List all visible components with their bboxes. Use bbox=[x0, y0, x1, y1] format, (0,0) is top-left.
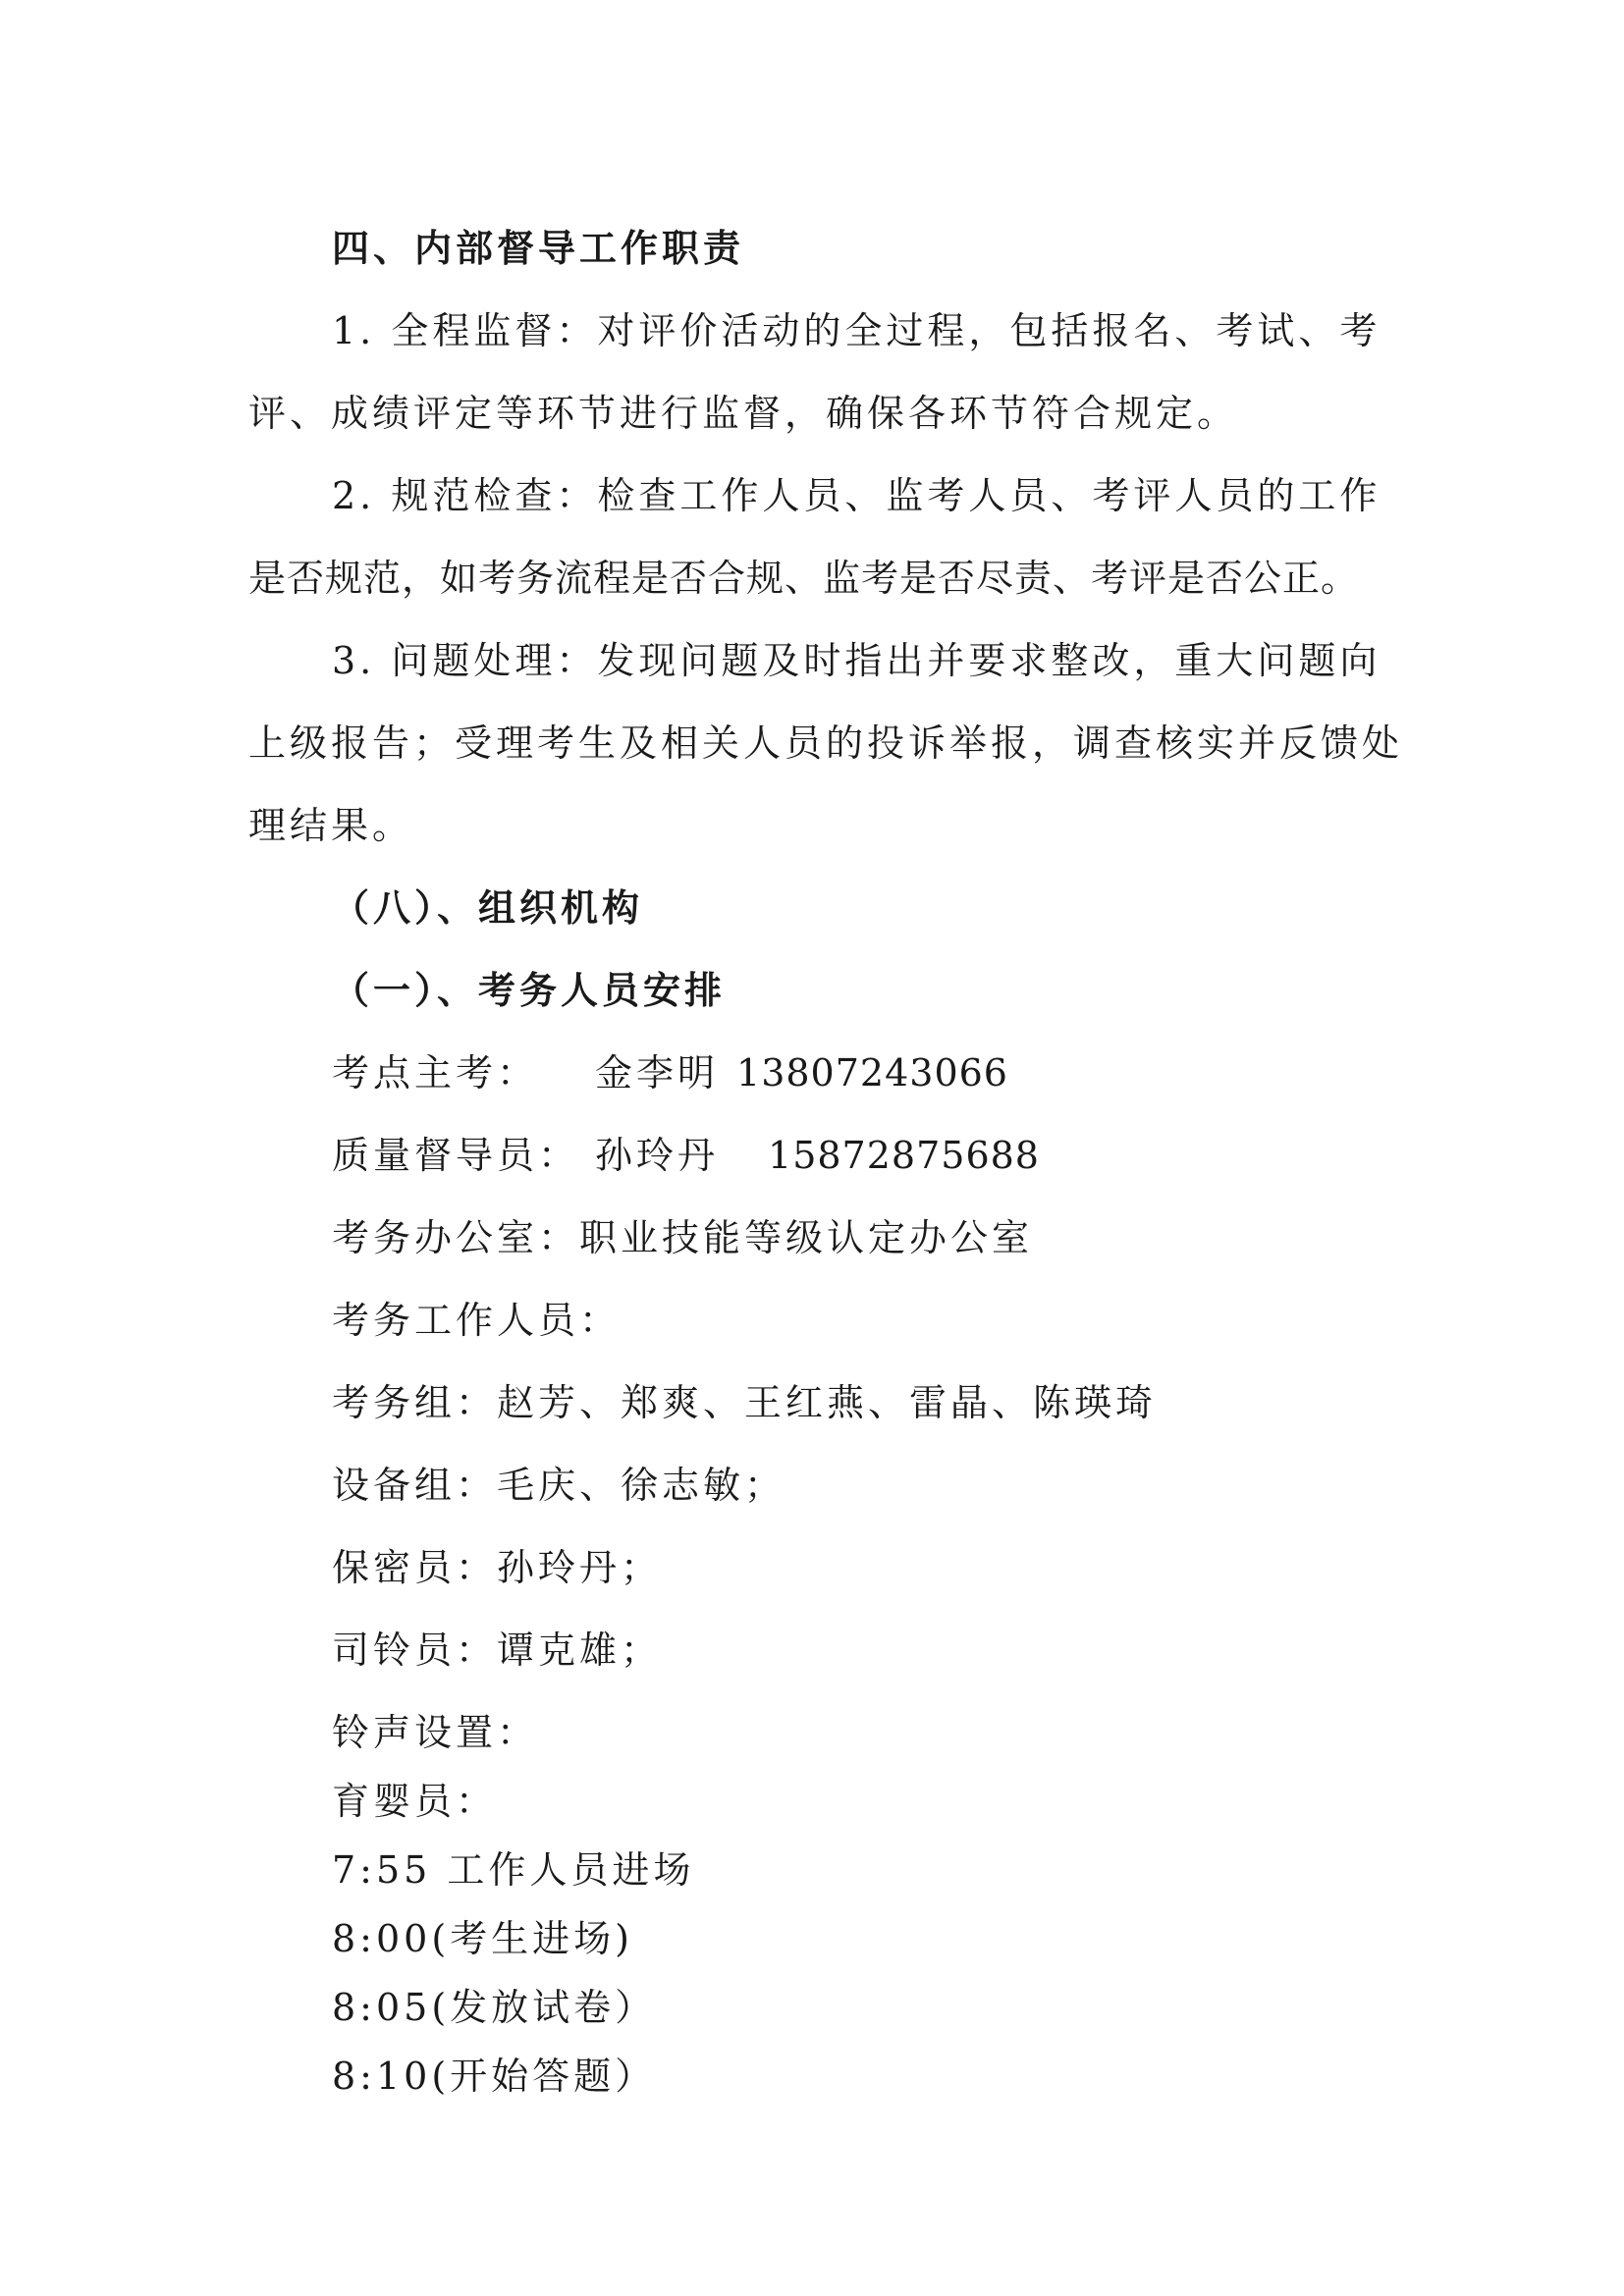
staff-heading: （一）、考务人员安排 bbox=[332, 968, 727, 1012]
bell-operator: 司铃员：谭克雄； bbox=[332, 1629, 663, 1672]
bell-settings: 铃声设置： bbox=[332, 1711, 539, 1754]
quality-supervisor-phone: 15872875688 bbox=[768, 1134, 1040, 1177]
section-heading: 四、内部督导工作职责 bbox=[332, 226, 745, 270]
confidential-officer: 保密员：孙玲丹； bbox=[332, 1546, 663, 1589]
schedule-item-3: 8:05(发放试卷） bbox=[332, 1986, 657, 2029]
schedule-item-4: 8:10(开始答题） bbox=[332, 2055, 657, 2098]
duty-2-line-1: 2. 规范检查：检查工作人员、监考人员、考评人员的工作 bbox=[332, 474, 1381, 517]
exam-staff-label: 考务工作人员： bbox=[332, 1299, 622, 1342]
quality-supervisor-label: 质量督导员： bbox=[332, 1134, 580, 1177]
duty-3-line-3: 理结果。 bbox=[248, 804, 414, 847]
quality-supervisor-name: 孙玲丹 bbox=[595, 1134, 720, 1177]
quality-supervisor-row bbox=[332, 1131, 1040, 1180]
nanny-label: 育婴员： bbox=[332, 1780, 498, 1823]
chief-examiner-phone: 13807243066 bbox=[736, 1051, 1008, 1095]
chief-examiner-label: 考点主考： bbox=[332, 1051, 539, 1095]
exam-group: 考务组：赵芳、郑爽、王红燕、雷晶、陈瑛琦 bbox=[332, 1381, 1158, 1424]
duty-1-line-2: 评、成绩评定等环节进行监督，确保各环节符合规定。 bbox=[248, 392, 1239, 435]
exam-office: 考务办公室：职业技能等级认定办公室 bbox=[332, 1216, 1034, 1259]
org-heading: （八）、组织机构 bbox=[332, 885, 644, 930]
duty-1-line-1: 1. 全程监督：对评价活动的全过程，包括报名、考试、考 bbox=[332, 309, 1381, 352]
duty-3-line-2: 上级报告；受理考生及相关人员的投诉举报，调查核实并反馈处 bbox=[248, 721, 1404, 765]
schedule-item-2: 8:00(考生进场) bbox=[332, 1917, 633, 1960]
equipment-group: 设备组：毛庆、徐志敏； bbox=[332, 1464, 786, 1507]
chief-examiner-row bbox=[332, 1048, 1008, 1097]
duty-2-line-2: 是否规范，如考务流程是否合规、监考是否尽责、考评是否公正。 bbox=[248, 557, 1360, 600]
duty-3-line-1: 3. 问题处理：发现问题及时指出并要求整改，重大问题向 bbox=[332, 639, 1381, 682]
schedule-item-1: 7:55 工作人员进场 bbox=[332, 1848, 695, 1892]
chief-examiner-name: 金李明 bbox=[595, 1051, 720, 1095]
